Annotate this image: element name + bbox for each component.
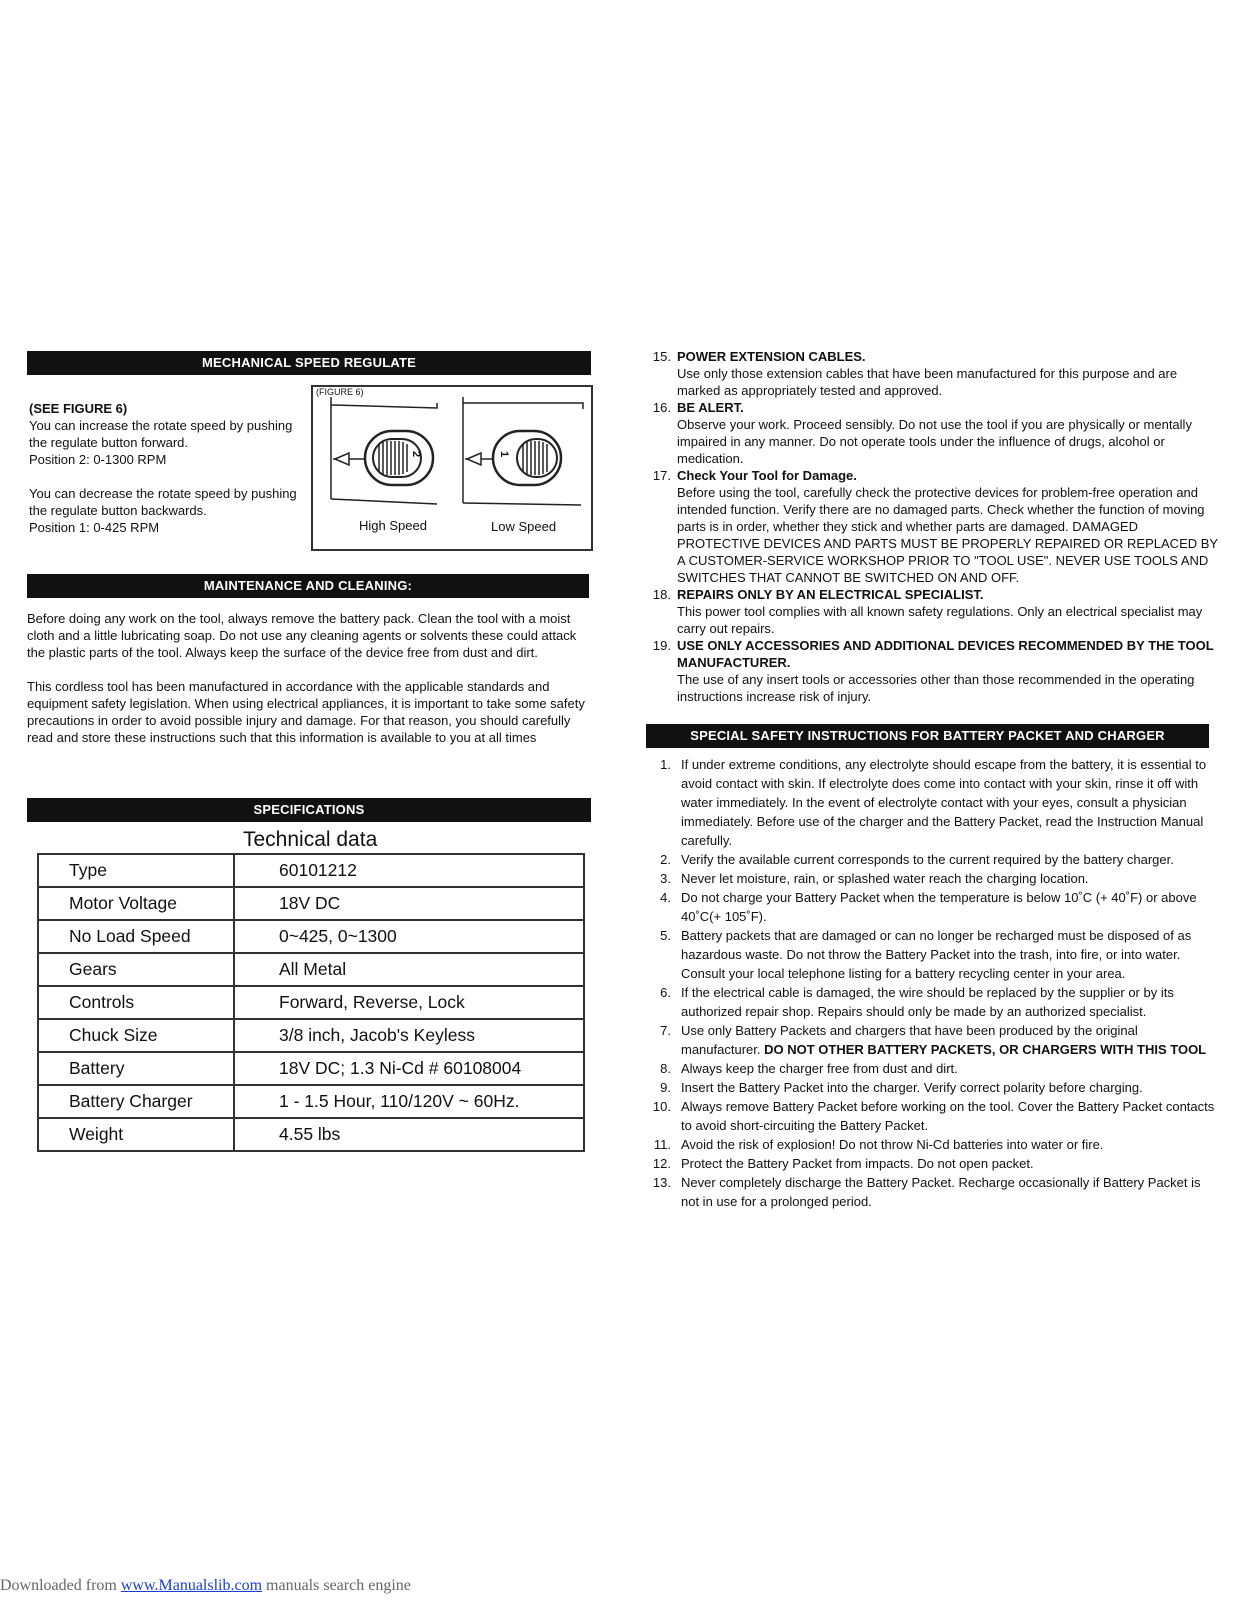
spec-row	[38, 1085, 584, 1118]
rule-body: This power tool complies with all known safety regulations. Only an electrical specialist may carry out repairs.	[677, 604, 1203, 636]
battery-rule-number: 11.	[653, 1137, 671, 1152]
battery-rule-number: 1.	[660, 757, 671, 772]
battery-rule-item	[647, 850, 1219, 869]
safety-rule-item	[647, 467, 1219, 586]
spec-row	[38, 953, 584, 986]
battery-rule-item	[647, 869, 1219, 888]
rule-body: Use only those extension cables that have been manufactured for this purpose and are marked as appropriately tested and approved.	[677, 366, 1178, 398]
battery-rule-text: Always remove Battery Packet before working on the tool. Cover the Battery Packet contacts to avoid short-circuiting the Battery Packet.	[681, 1099, 1215, 1133]
high-speed-label: High Speed	[359, 518, 427, 533]
battery-rule-item	[647, 1154, 1219, 1173]
figure-label: (FIGURE 6)	[316, 387, 364, 397]
position-2-text: Position 2: 0-1300 RPM	[29, 452, 167, 467]
spec-value: 60101212	[234, 854, 584, 887]
battery-rule-text: Battery packets that are damaged or can no longer be recharged must be disposed of as hazardous waste. Do not throw the Battery Packet into the trash, into fire, or into water. Consult your local telephone listing for a battery recycling center in your area.	[681, 928, 1192, 981]
battery-rule-text: Avoid the risk of explosion! Do not throw Ni-Cd batteries into water or fire.	[681, 1137, 1104, 1152]
spec-label: Battery Charger	[38, 1085, 234, 1118]
rule-number: 19.	[652, 638, 671, 653]
footer-prefix: Downloaded from	[0, 1577, 121, 1594]
battery-rule-item	[647, 983, 1219, 1021]
safety-rule-item	[647, 399, 1219, 467]
battery-rule-text: Never completely discharge the Battery Packet. Recharge occasionally if Battery Packet is not in use for a prolonged period.	[681, 1175, 1201, 1209]
position-1-text: Position 1: 0-425 RPM	[29, 520, 160, 535]
battery-safety-list	[647, 755, 1219, 1211]
battery-rule-number: 6.	[660, 985, 671, 1000]
low-speed-label: Low Speed	[491, 519, 557, 534]
download-footer	[0, 1577, 411, 1595]
rule-number: 15.	[652, 349, 671, 364]
safety-rule-item	[647, 586, 1219, 637]
safety-rules-list	[647, 348, 1219, 705]
spec-value: Forward, Reverse, Lock	[234, 986, 584, 1019]
specifications-table	[37, 853, 585, 1152]
spec-label: Battery	[38, 1052, 234, 1085]
figure-6-diagram	[311, 385, 593, 551]
maintenance-text	[27, 610, 592, 746]
battery-rule-number: 4.	[660, 890, 671, 905]
battery-rule-text: Never let moisture, rain, or splashed water reach the charging location.	[681, 871, 1089, 886]
battery-rule-text: If under extreme conditions, any electrolyte should escape from the battery, it is essential to avoid contact with skin. If electrolyte does come into contact with your skin, rinse it off with water immediately. In the event of electrolyte contact with your eyes, consult a physician immediately. Before use of the charger and the Battery Packet, read the Instruction Manual carefully.	[681, 757, 1207, 848]
spec-row	[38, 1019, 584, 1052]
rule-title: Check Your Tool for Damage.	[677, 468, 857, 483]
spec-label: Type	[38, 854, 234, 887]
battery-rule-item	[647, 1078, 1219, 1097]
spec-row	[38, 1118, 584, 1151]
battery-rule-number: 8.	[660, 1061, 671, 1076]
battery-rule-text: Insert the Battery Packet into the charger. Verify correct polarity before charging.	[681, 1080, 1143, 1095]
specifications-heading: SPECIFICATIONS	[27, 798, 591, 822]
rule-body: Observe your work. Proceed sensibly. Do not use the tool if you are physically or mentally impaired in any manner. Do not operate tools under the influence of drugs, alcohol or medication.	[677, 417, 1192, 466]
battery-safety-heading: SPECIAL SAFETY INSTRUCTIONS FOR BATTERY PACKET AND CHARGER	[646, 724, 1209, 748]
speed-instructions	[29, 400, 301, 536]
battery-rule-item	[647, 888, 1219, 926]
spec-label: Gears	[38, 953, 234, 986]
battery-rule-number: 13.	[652, 1175, 671, 1190]
rule-number: 18.	[652, 587, 671, 602]
spec-value: 0~425, 0~1300	[234, 920, 584, 953]
footer-suffix: manuals search engine	[262, 1577, 411, 1594]
increase-text: You can increase the rotate speed by pushing the regulate button forward.	[29, 418, 293, 450]
spec-label: Controls	[38, 986, 234, 1019]
battery-rule-number: 9.	[660, 1080, 671, 1095]
spec-row	[38, 854, 584, 887]
spec-label: Motor Voltage	[38, 887, 234, 920]
spec-label: Chuck Size	[38, 1019, 234, 1052]
rule-number: 16.	[652, 400, 671, 415]
spec-row	[38, 887, 584, 920]
switch-low-number: 1	[498, 450, 511, 458]
rule-body: Before using the tool, carefully check the protective devices for problem-free operation and intended function. Verify there are no damaged parts. Check whether the function of moving parts is in order, whether they stick and whether parts are damaged. DAMAGED PROTECTIVE DEVICES AND PARTS MUST BE PROPERLY REPAIRED OR REPLACED BY A CUSTOMER-SERVICE WORKSHOP PRIOR TO "TOOL USE". NEVER USE TOOLS AND SWITCHES THAT CANNOT BE SWITCHED ON AND OFF.	[677, 485, 1218, 585]
battery-rule-number: 3.	[660, 871, 671, 886]
technical-data-title: Technical data	[243, 828, 378, 851]
maintenance-paragraph-1: Before doing any work on the tool, always remove the battery pack. Clean the tool with a moist cloth and a little lubricating soap. Do not use any cleaning agents or solvents these could attack the plastic parts of the tool. Always keep the surface of the device free from dust and dirt.	[27, 611, 577, 660]
battery-rule-text: If the electrical cable is damaged, the wire should be replaced by the supplier or by its authorized repair shop. Repairs should only be made by an authorized specialist.	[681, 985, 1174, 1019]
safety-rule-item	[647, 637, 1219, 705]
rule-title: BE ALERT.	[677, 400, 744, 415]
battery-rule-text: Always keep the charger free from dust and dirt.	[681, 1061, 958, 1076]
spec-label: No Load Speed	[38, 920, 234, 953]
spec-row	[38, 986, 584, 1019]
spec-value: 18V DC; 1.3 Ni-Cd # 60108004	[234, 1052, 584, 1085]
spec-value: 18V DC	[234, 887, 584, 920]
spec-value: 4.55 lbs	[234, 1118, 584, 1151]
battery-rule-number: 10.	[652, 1099, 671, 1114]
safety-rule-item	[647, 348, 1219, 399]
battery-rule-number: 2.	[660, 852, 671, 867]
battery-rule-text: Do not charge your Battery Packet when the temperature is below 10˚C (+ 40˚F) or above 40˚C(+ 105˚F).	[681, 890, 1197, 924]
battery-rule-item	[647, 1059, 1219, 1078]
decrease-text: You can decrease the rotate speed by pushing the regulate button backwards.	[29, 486, 297, 518]
battery-rule-number: 12.	[652, 1156, 671, 1171]
battery-rule-number: 5.	[660, 928, 671, 943]
see-figure-ref: (SEE FIGURE 6)	[29, 401, 128, 416]
spec-value: 1 - 1.5 Hour, 110/120V ~ 60Hz.	[234, 1085, 584, 1118]
battery-rule-text: Protect the Battery Packet from impacts. Do not open packet.	[681, 1156, 1034, 1171]
switch-high-number: 2	[410, 450, 423, 458]
mechanical-speed-heading: MECHANICAL SPEED REGULATE	[27, 351, 591, 375]
rule-body: The use of any insert tools or accessories other than those recommended in the operating instructions increase risk of injury.	[677, 672, 1195, 704]
battery-rule-item	[647, 755, 1219, 850]
battery-rule-text: Use only Battery Packets and chargers that have been produced by the original manufacturer.	[681, 1023, 1138, 1057]
maintenance-paragraph-2: This cordless tool has been manufactured in accordance with the applicable standards and equipment safety legislation. When using electrical appliances, it is important to take some safety precautions in order to avoid possible injury and damage. For that reason, you should carefully read and store these instructions such that this information is available to you at all times	[27, 679, 585, 745]
battery-rule-item	[647, 926, 1219, 983]
spec-row	[38, 920, 584, 953]
manualslib-link[interactable]: www.Manualslib.com	[120, 1577, 263, 1594]
rule-title: USE ONLY ACCESSORIES AND ADDITIONAL DEVICES RECOMMENDED BY THE TOOL MANUFACTURER.	[677, 638, 1214, 670]
spec-value: 3/8 inch, Jacob's Keyless	[234, 1019, 584, 1052]
battery-rule-item	[647, 1097, 1219, 1135]
rule-title: REPAIRS ONLY BY AN ELECTRICAL SPECIALIST.	[677, 587, 984, 602]
spec-row	[38, 1052, 584, 1085]
spec-label: Weight	[38, 1118, 234, 1151]
battery-rule-text: Verify the available current corresponds to the current required by the battery charger.	[681, 852, 1174, 867]
rule-number: 17.	[652, 468, 671, 483]
battery-rule-item	[647, 1135, 1219, 1154]
battery-rule-number: 7.	[660, 1023, 671, 1038]
battery-rule-warning: DO NOT OTHER BATTERY PACKETS, OR CHARGERS WITH THIS TOOL	[764, 1042, 1207, 1057]
rule-title: POWER EXTENSION CABLES.	[677, 349, 866, 364]
maintenance-heading: MAINTENANCE AND CLEANING:	[27, 574, 589, 598]
battery-rule-item	[647, 1021, 1219, 1059]
battery-rule-item	[647, 1173, 1219, 1211]
spec-value: All Metal	[234, 953, 584, 986]
